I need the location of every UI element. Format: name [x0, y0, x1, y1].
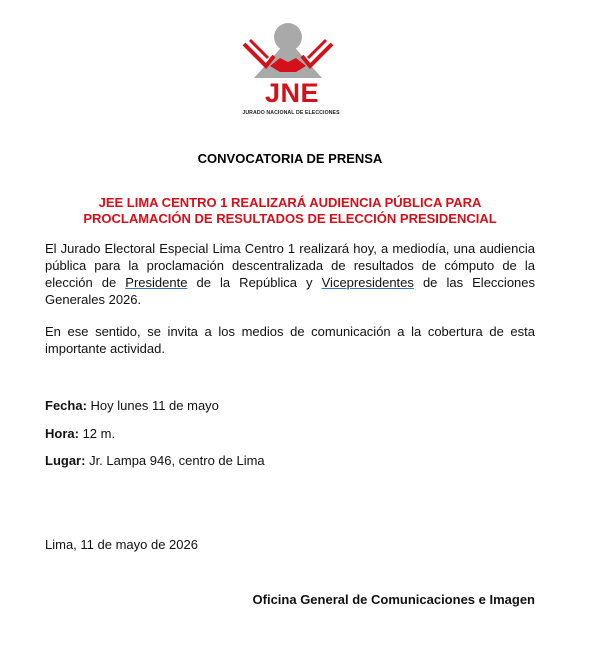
field-label: Hora:	[45, 426, 79, 441]
paragraph-text: de las Elecciones Generales 2026.	[45, 275, 536, 307]
headline-line-2: PROCLAMACIÓN DE RESULTADOS DE ELECCIÓN PRESIDENCIAL	[83, 211, 497, 226]
field-hora	[45, 426, 115, 441]
logo-subtitle: JURADO NACIONAL DE ELECCIONES	[242, 110, 340, 116]
field-label: Lugar:	[45, 453, 86, 468]
field-value: Jr. Lampa 946, centro de Lima	[85, 453, 265, 468]
body-paragraph-1	[45, 240, 535, 308]
field-lugar	[45, 453, 265, 468]
paragraph-text: de la República y	[187, 275, 322, 290]
vicepresidentes-link: Vicepresidentes	[321, 275, 414, 290]
headline-line-1: JEE LIMA CENTRO 1 REALIZARÁ AUDIENCIA PÚBLICA PARA	[98, 195, 482, 210]
presidente-link: Presidente	[125, 275, 188, 290]
field-value: 12 m.	[78, 426, 116, 441]
document-heading: CONVOCATORIA DE PRENSA	[197, 151, 383, 166]
signature-office: Oficina General de Comunicaciones e Imagen	[252, 592, 535, 607]
field-fecha	[45, 398, 219, 413]
field-label: Fecha:	[45, 398, 87, 413]
logo-wordmark: JNE	[264, 78, 320, 108]
date-line: Lima, 11 de mayo de 2026	[45, 537, 198, 552]
body-paragraph-2: En ese sentido, se invita a los medios de comunicación a la cobertura de esta importante actividad.	[45, 324, 535, 356]
field-value: Hoy lunes 11 de mayo	[86, 398, 219, 413]
paragraph-text: El Jurado Electoral Especial Lima Centro 1 realizará hoy, a mediodía, una audiencia pública para la proclamación descentralizada de resultados de cómputo de la elección de	[45, 241, 535, 290]
emblem-shoulders-icon	[254, 40, 322, 78]
press-headline	[40, 195, 540, 227]
